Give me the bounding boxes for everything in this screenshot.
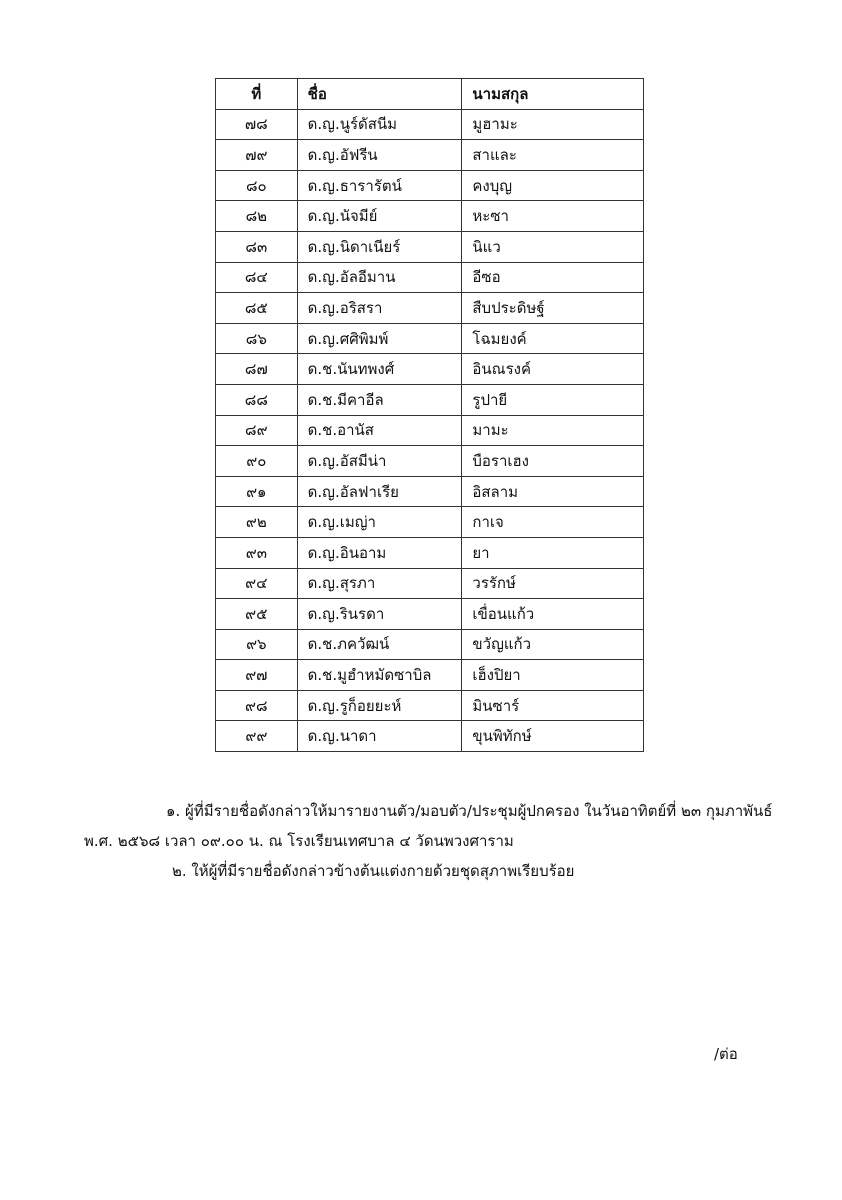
header-surname: นามสกุล bbox=[462, 79, 644, 110]
row-number: ๙๘ bbox=[216, 690, 298, 721]
row-surname: เฮ็งปิยา bbox=[462, 660, 644, 691]
row-surname: อิสลาม bbox=[462, 476, 644, 507]
table-row bbox=[216, 507, 644, 538]
table-row bbox=[216, 140, 644, 171]
row-first-name: ด.ช.อานัส bbox=[297, 415, 462, 446]
row-first-name: ด.ญ.อัสมีน่า bbox=[297, 446, 462, 477]
row-surname: หะซา bbox=[462, 201, 644, 232]
table-row bbox=[216, 599, 644, 630]
row-surname: มินซาร์ bbox=[462, 690, 644, 721]
row-first-name: ด.ญ.ศศิพิมพ์ bbox=[297, 323, 462, 354]
table-row bbox=[216, 109, 644, 140]
row-first-name: ด.ญ.รูก็อยยะห์ bbox=[297, 690, 462, 721]
table-row bbox=[216, 262, 644, 293]
row-surname: กาเจ bbox=[462, 507, 644, 538]
header-first-name: ชื่อ bbox=[297, 79, 462, 110]
table-row bbox=[216, 201, 644, 232]
table-row bbox=[216, 170, 644, 201]
row-number: ๙๓ bbox=[216, 537, 298, 568]
row-first-name: ด.ญ.นัจมีย์ bbox=[297, 201, 462, 232]
table-header-row bbox=[216, 79, 644, 110]
table-row bbox=[216, 660, 644, 691]
table-row bbox=[216, 537, 644, 568]
row-number: ๗๙ bbox=[216, 140, 298, 171]
table-row bbox=[216, 629, 644, 660]
row-surname: ยา bbox=[462, 537, 644, 568]
row-surname: บือราเฮง bbox=[462, 446, 644, 477]
table-row bbox=[216, 415, 644, 446]
table-row bbox=[216, 231, 644, 262]
row-first-name: ด.ช.มีคาอีล bbox=[297, 384, 462, 415]
row-surname: นิแว bbox=[462, 231, 644, 262]
row-first-name: ด.ญ.สุรภา bbox=[297, 568, 462, 599]
row-number: ๙๒ bbox=[216, 507, 298, 538]
table-row bbox=[216, 384, 644, 415]
row-surname: รูปายี bbox=[462, 384, 644, 415]
row-first-name: ด.ญ.นาดา bbox=[297, 721, 462, 752]
table-row bbox=[216, 690, 644, 721]
row-surname: คงบุญ bbox=[462, 170, 644, 201]
note-item-2: ๒. ให้ผู้ที่มีรายชื่อดังกล่าวข้างต้นแต่งกายด้วยชุดสุภาพเรียบร้อย bbox=[172, 862, 575, 880]
table-body bbox=[216, 109, 644, 751]
row-first-name: ด.ญ.อัลอีมาน bbox=[297, 262, 462, 293]
row-first-name: ด.ญ.อริสรา bbox=[297, 293, 462, 324]
row-number: ๙๐ bbox=[216, 446, 298, 477]
row-first-name: ด.ช.นันทพงศ์ bbox=[297, 354, 462, 385]
row-number: ๙๗ bbox=[216, 660, 298, 691]
row-number: ๘๙ bbox=[216, 415, 298, 446]
note-item-1: ๑. ผู้ที่มีรายชื่อดังกล่าวให้มารายงานตัว/มอบตัว/ประชุมผู้ปกครอง ในวันอาทิตย์ที่ ๒๓ กุมภาพันธ์ bbox=[166, 802, 773, 820]
row-surname: สาและ bbox=[462, 140, 644, 171]
row-first-name: ด.ญ.อัฟรีน bbox=[297, 140, 462, 171]
row-number: ๙๕ bbox=[216, 599, 298, 630]
row-surname: อีซอ bbox=[462, 262, 644, 293]
row-first-name: ด.ญ.อัลฟาเรีย bbox=[297, 476, 462, 507]
table-row bbox=[216, 476, 644, 507]
row-number: ๙๑ bbox=[216, 476, 298, 507]
row-number: ๘๒ bbox=[216, 201, 298, 232]
row-surname: วรรักษ์ bbox=[462, 568, 644, 599]
row-first-name: ด.ญ.รินรดา bbox=[297, 599, 462, 630]
table-row bbox=[216, 354, 644, 385]
row-number: ๘๘ bbox=[216, 384, 298, 415]
note-item-1-continuation: พ.ศ. ๒๕๖๘ เวลา ๐๙.๐๐ น. ณ โรงเรียนเทศบาล ๔ วัดนพวงศาราม bbox=[84, 832, 514, 850]
row-surname: ขุนพิทักษ์ bbox=[462, 721, 644, 752]
row-first-name: ด.ญ.นูร์ดัสนีม bbox=[297, 109, 462, 140]
table-row bbox=[216, 293, 644, 324]
row-number: ๙๖ bbox=[216, 629, 298, 660]
table-row bbox=[216, 568, 644, 599]
row-surname: ขวัญแก้ว bbox=[462, 629, 644, 660]
row-number: ๗๘ bbox=[216, 109, 298, 140]
row-number: ๘๗ bbox=[216, 354, 298, 385]
row-number: ๙๔ bbox=[216, 568, 298, 599]
continued-marker: /ต่อ bbox=[714, 1045, 738, 1063]
row-surname: มามะ bbox=[462, 415, 644, 446]
row-first-name: ด.ญ.เมญ่า bbox=[297, 507, 462, 538]
table-row bbox=[216, 721, 644, 752]
row-number: ๘๔ bbox=[216, 262, 298, 293]
table-row bbox=[216, 323, 644, 354]
row-first-name: ด.ญ.ธารารัตน์ bbox=[297, 170, 462, 201]
row-surname: มูฮามะ bbox=[462, 109, 644, 140]
row-surname: อินณรงค์ bbox=[462, 354, 644, 385]
row-number: ๘๓ bbox=[216, 231, 298, 262]
row-first-name: ด.ญ.อินอาม bbox=[297, 537, 462, 568]
row-number: ๘๖ bbox=[216, 323, 298, 354]
table-row bbox=[216, 446, 644, 477]
row-number: ๙๙ bbox=[216, 721, 298, 752]
row-surname: สืบประดิษฐ์ bbox=[462, 293, 644, 324]
student-roster-table bbox=[215, 78, 644, 752]
row-surname: โฉมยงค์ bbox=[462, 323, 644, 354]
row-first-name: ด.ช.ภควัฒน์ bbox=[297, 629, 462, 660]
row-first-name: ด.ญ.นิดาเนียร์ bbox=[297, 231, 462, 262]
header-number: ที่ bbox=[216, 79, 298, 110]
row-number: ๘๕ bbox=[216, 293, 298, 324]
row-first-name: ด.ช.มูฮำหมัดซาบิล bbox=[297, 660, 462, 691]
notes-section bbox=[84, 796, 773, 886]
row-number: ๘๐ bbox=[216, 170, 298, 201]
row-surname: เขื่อนแก้ว bbox=[462, 599, 644, 630]
